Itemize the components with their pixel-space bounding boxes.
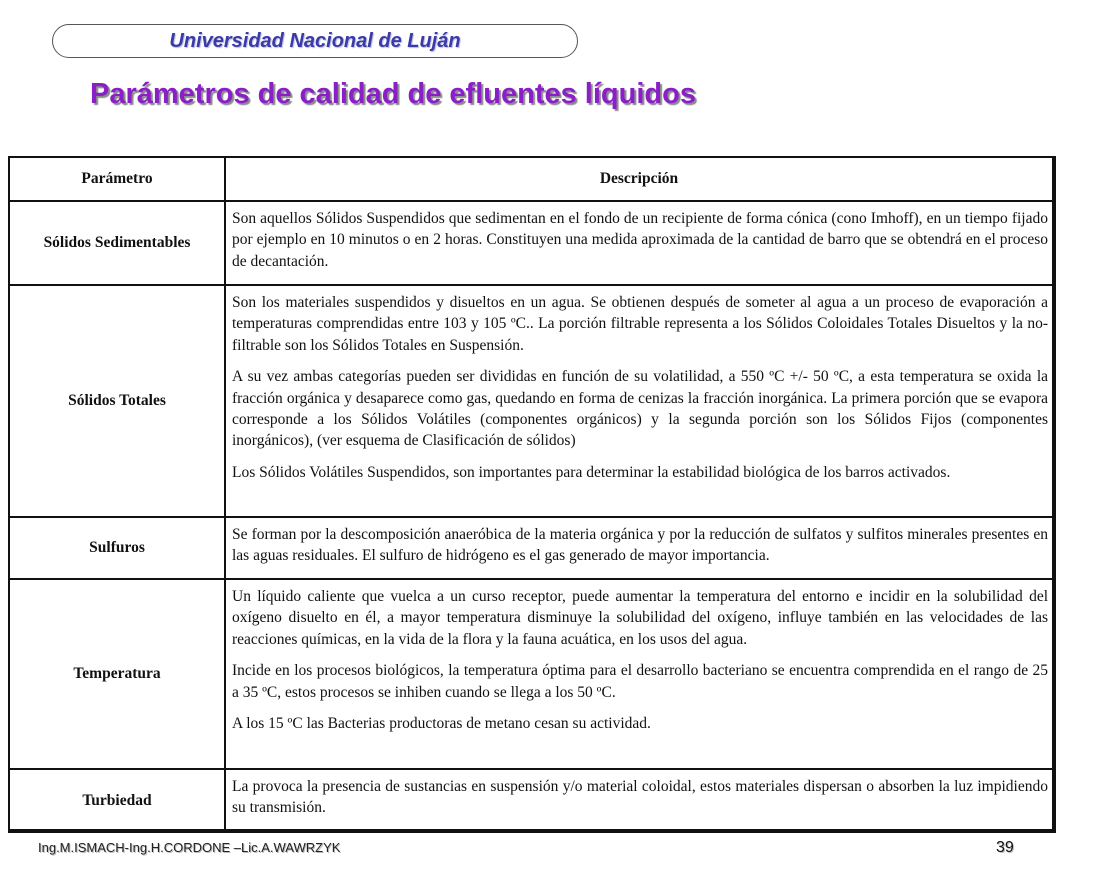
description-paragraph: A los 15 ºC las Bacterias productoras de metano cesan su actividad. [232,715,651,733]
description-paragraph: Son aquellos Sólidos Suspendidos que sedimentan en el fondo de un recipiente de forma cónica (cono Imhoff), en un tiempo fijado por ejemplo en 10 minutos o en 2 horas. Constituyen una medida aproximada de la cantidad de barro que se obtendrá en el proceso de decantación. [232,210,1048,270]
parameters-table [10,158,1052,831]
table-row [10,285,1052,517]
description-paragraph: Un líquido caliente que vuelca a un curso receptor, puede aumentar la temperatura del entorno e incidir en la solubilidad del oxígeno disuelto en él, a mayor temperatura disminuye la solubilidad del oxígeno, influye también en las velocidades de las reacciones químicas, en la vida de la flora y la fauna acuática, en los usos del agua. [232,588,1048,648]
description-paragraph: La provoca la presencia de sustancias en suspensión y/o material coloidal, estos materiales dispersan o absorben la luz impidiendo su transmisión. [232,778,1048,817]
parameter-cell: Temperatura [10,579,225,769]
parameter-cell: Turbiedad [10,769,225,831]
table-body [10,201,1052,831]
table-row [10,201,1052,285]
description-paragraph: Los Sólidos Volátiles Suspendidos, son importantes para determinar la estabilidad biológica de los barros activados. [232,463,951,481]
column-header-description: Descripción [225,158,1052,201]
description-cell [225,769,1052,831]
description-paragraph: Son los materiales suspendidos y disueltos en un agua. Se obtienen después de someter al agua a un proceso de evaporación a temperaturas comprendidas entre 103 y 105 ºC.. La porción filtrable representa a los Sólidos Coloidales Totales Disueltos y la no-filtrable son los Sólidos Totales en Suspensión. [232,294,1048,354]
table-row [10,579,1052,769]
parameter-cell: Sólidos Sedimentables [10,201,225,285]
slide-title: Parámetros de calidad de efluentes líquidos [90,78,696,110]
page-number: 39 [996,839,1014,856]
parameter-cell: Sulfuros [10,517,225,579]
footer-authors: Ing.M.ISMACH-Ing.H.CORDONE –Lic.A.WAWRZYK [38,840,341,855]
table-header-row [10,158,1052,201]
table-row [10,517,1052,579]
description-paragraph: Se forman por la descomposición anaeróbica de la materia orgánica y por la reducción de sulfatos y sulfitos minerales presentes en las aguas residuales. El sulfuro de hidrógeno es el gas generado de mayor importancia. [232,526,1048,565]
parameter-cell: Sólidos Totales [10,285,225,517]
table-row [10,769,1052,831]
description-paragraph: A su vez ambas categorías pueden ser divididas en función de su volatilidad, a 550 ºC +/- 50 ºC, a esta temperatura se oxida la fracción orgánica y desaparece como gas, quedando en forma de cenizas la fracción inorgánica. La primera porción que se evapora corresponde a los Sólidos Volátiles (componentes orgánicos) y la segunda porción son los Sólidos Fijos (componentes inorgánicos), (ver esquema de Clasificación de sólidos) [232,368,1048,450]
university-name: Universidad Nacional de Luján [169,29,461,52]
description-cell [225,579,1052,769]
parameters-table-frame [8,156,1056,833]
description-cell [225,285,1052,517]
description-paragraph: Incide en los procesos biológicos, la temperatura óptima para el desarrollo bacteriano se encuentra comprendida en el rango de 25 a 35 ºC, estos procesos se inhiben cuando se llega a los 50 ºC. [232,662,1048,701]
description-cell [225,201,1052,285]
university-banner [52,24,578,58]
column-header-parameter: Parámetro [10,158,225,201]
description-cell [225,517,1052,579]
